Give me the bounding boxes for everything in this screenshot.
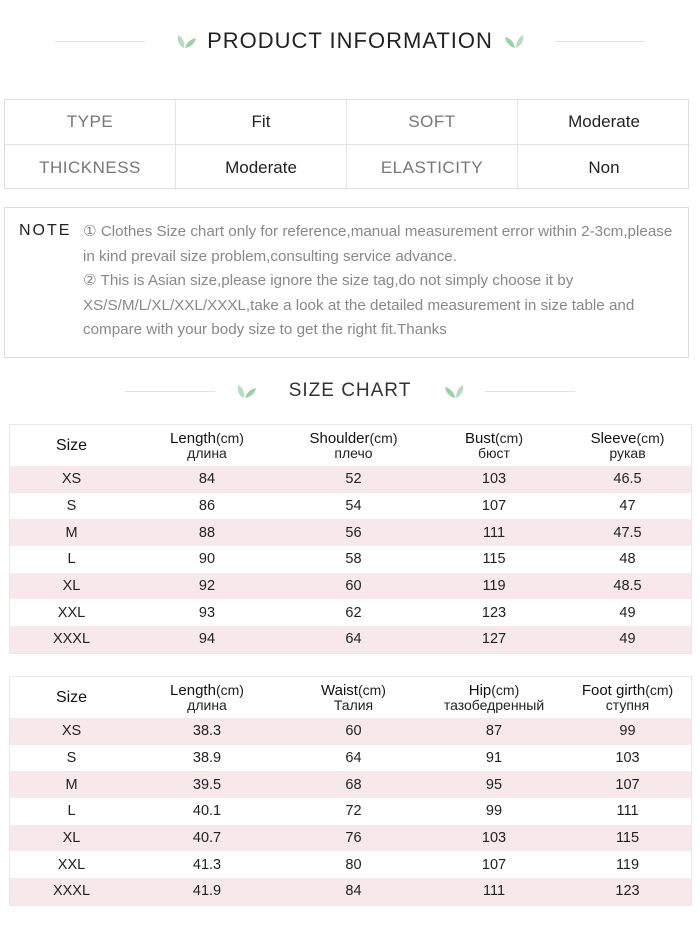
header-text: длина [187, 444, 227, 461]
header-text: Shoulder [309, 429, 370, 447]
table-cell: 47 [619, 498, 636, 515]
table-cell: 115 [482, 551, 506, 568]
header-sleeve [562, 431, 693, 461]
header-text [170, 430, 244, 447]
header-text: ступня [605, 696, 650, 713]
table-cell: 111 [482, 524, 506, 541]
table-row [10, 599, 691, 626]
info-value-thickness: Moderate [176, 145, 347, 190]
header-bust [426, 431, 562, 461]
table-row [10, 493, 691, 520]
table-cell: 64 [345, 750, 362, 767]
table-cell: 94 [198, 631, 216, 648]
table-cell: 72 [345, 803, 362, 820]
header-size [10, 690, 133, 705]
size-chart-title: SIZE CHART [288, 380, 412, 401]
header-text [170, 682, 244, 699]
header-text: Талия [333, 696, 374, 713]
leaf-icon [173, 31, 199, 51]
table-cell: 48 [619, 551, 636, 568]
table-cell: 40.7 [192, 830, 222, 847]
table-cell: L [67, 803, 76, 820]
table-cell: 123 [481, 604, 507, 621]
table-cell: 99 [619, 723, 636, 740]
header-text: Length [170, 429, 216, 447]
table-cell: XS [61, 471, 82, 488]
info-label-type: TYPE [5, 100, 176, 145]
table-cell: 103 [481, 471, 507, 488]
header-text: Length [170, 681, 216, 699]
table-cell: 68 [345, 776, 362, 793]
header-text: (cm) [369, 429, 398, 446]
table-cell: XXL [57, 604, 86, 621]
leaf-icon [233, 381, 259, 401]
table-row [10, 798, 691, 825]
info-label-thickness: THICKNESS [5, 145, 176, 190]
divider-line [55, 41, 145, 42]
table-row [10, 825, 691, 852]
table-cell: S [66, 498, 77, 515]
header-text: длина [187, 696, 227, 713]
divider-line [555, 41, 645, 42]
size-table-bottom [9, 676, 692, 906]
header-waist [281, 683, 426, 713]
table-cell: 40.1 [192, 803, 222, 820]
note-line-1: ① Clothes Size chart only for reference,manual measurement error within 2-3cm,please in kind prevail size problem,consulting service advance. [83, 223, 673, 265]
header-foot-girth [562, 683, 693, 713]
header-text: плечо [334, 444, 373, 461]
info-value-soft: Moderate [518, 100, 690, 145]
header-text [321, 682, 386, 699]
table-cell: 62 [345, 604, 362, 621]
table-cell: 111 [482, 883, 506, 900]
table-cell: 103 [615, 750, 640, 767]
table-cell: M [65, 776, 78, 793]
table-cell: 49 [619, 604, 636, 621]
header-text: (cm) [215, 681, 244, 698]
note-box [4, 207, 689, 358]
table-row [10, 878, 691, 905]
header-length [133, 431, 281, 461]
table-header [10, 677, 691, 718]
header-text [469, 682, 520, 699]
table-cell: 60 [345, 723, 362, 740]
leaf-icon [501, 31, 527, 51]
table-header [10, 425, 691, 466]
table-cell: XXXL [52, 631, 91, 648]
table-cell: XL [62, 830, 81, 847]
table-cell: 95 [485, 776, 503, 793]
table-row [10, 626, 691, 653]
header-size [10, 438, 133, 453]
table-cell: 80 [345, 856, 362, 873]
table-row [10, 718, 691, 745]
table-cell: 90 [198, 551, 216, 568]
header-text: Bust [464, 429, 495, 447]
table-cell: 47.5 [613, 524, 642, 541]
note-line-2: ② This is Asian size,please ignore the size tag,do not simply choose it by XS/S/M/L/XL/XXL/XXXL,take a look at the detailed measurement in size table and compare with your body size to get the right fit.Thanks [83, 272, 635, 338]
table-cell: 49 [619, 631, 636, 648]
table-cell: 84 [345, 883, 362, 900]
header-text: (cm) [215, 429, 244, 446]
table-row [10, 519, 691, 546]
table-cell: 84 [198, 471, 216, 488]
header-text: тазобедренный [443, 696, 545, 713]
table-cell: 91 [485, 750, 503, 767]
table-cell: 119 [615, 856, 640, 873]
table-row [10, 466, 691, 493]
product-info-table [4, 99, 689, 189]
header-text: (cm) [491, 681, 520, 698]
header-text: (cm) [357, 681, 386, 698]
info-value-type: Fit [176, 100, 347, 145]
table-cell: 119 [482, 578, 506, 595]
table-row [10, 573, 691, 600]
table-cell: M [65, 524, 78, 541]
header-length [133, 683, 281, 713]
table-cell: 127 [481, 631, 507, 648]
table-cell: 60 [345, 578, 362, 595]
table-cell: XXL [57, 856, 86, 873]
table-cell: 54 [345, 498, 362, 515]
table-cell: 111 [616, 803, 639, 820]
table-cell: 93 [198, 604, 216, 621]
table-cell: 39.5 [192, 776, 222, 793]
table-cell: 115 [615, 830, 640, 847]
header-hip [426, 683, 562, 713]
info-label-soft: SOFT [347, 100, 518, 145]
product-information-header [0, 28, 700, 54]
header-shoulder [281, 431, 426, 461]
header-text: Foot girth [581, 681, 646, 699]
header-text [582, 682, 673, 699]
table-cell: 123 [615, 883, 640, 900]
table-cell: 92 [198, 578, 216, 595]
table-cell: 56 [345, 524, 362, 541]
table-cell: 107 [481, 856, 507, 873]
header-text [309, 430, 397, 447]
table-cell: 46.5 [613, 471, 642, 488]
header-text: рукав [609, 444, 646, 461]
table-cell: 76 [345, 830, 362, 847]
header-text [591, 430, 665, 447]
table-cell: S [66, 750, 77, 767]
table-row [10, 771, 691, 798]
header-text: (cm) [495, 429, 523, 446]
size-chart-header [0, 380, 700, 402]
header-text: Size [55, 437, 88, 454]
leaf-icon [441, 381, 467, 401]
table-cell: 99 [485, 803, 503, 820]
table-row [10, 851, 691, 878]
size-table-top [9, 424, 692, 654]
table-cell: 88 [198, 524, 216, 541]
header-text [465, 430, 523, 447]
table-cell: 41.9 [192, 883, 222, 900]
table-cell: XXXL [52, 883, 91, 900]
header-text: Size [55, 689, 88, 706]
table-row [10, 745, 691, 772]
table-cell: 48.5 [613, 578, 642, 595]
table-cell: XL [62, 578, 81, 595]
header-text: Sleeve [590, 429, 637, 447]
table-cell: 38.3 [192, 723, 222, 740]
table-cell: 41.3 [192, 856, 222, 873]
header-text: (cm) [636, 429, 665, 446]
header-text: (cm) [645, 681, 674, 698]
table-cell: 107 [615, 776, 640, 793]
table-cell: 38.9 [192, 750, 222, 767]
note-body [83, 220, 673, 343]
page-title: PRODUCT INFORMATION [207, 28, 493, 53]
table-cell: 86 [198, 498, 216, 515]
info-value-elasticity: Non [588, 157, 620, 177]
note-label: NOTE [19, 222, 72, 239]
table-cell: 58 [345, 551, 362, 568]
table-cell: 107 [481, 498, 507, 515]
table-cell: 103 [481, 830, 507, 847]
divider-line [125, 391, 215, 392]
info-label-elasticity: ELASTICITY [347, 145, 518, 190]
divider-line [485, 391, 575, 392]
table-row [10, 546, 691, 573]
table-cell: L [67, 551, 76, 568]
table-cell: 64 [345, 631, 362, 648]
table-cell: 52 [345, 471, 362, 488]
header-text: Hip [468, 681, 492, 699]
header-text: Waist [321, 681, 358, 699]
table-cell: XS [61, 723, 82, 740]
header-text: бюст [478, 444, 510, 461]
table-cell: 87 [485, 723, 503, 740]
